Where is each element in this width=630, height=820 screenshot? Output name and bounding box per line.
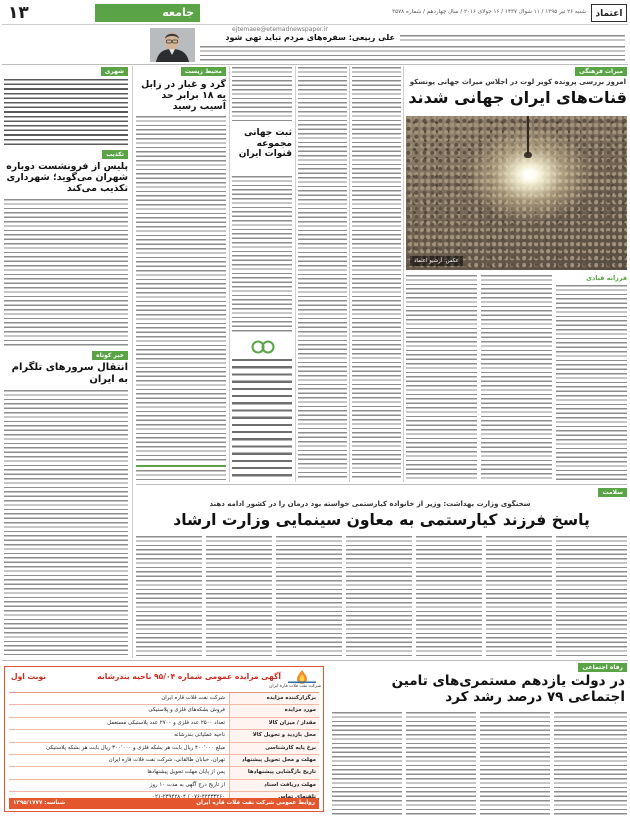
left-column-label: شهری	[101, 67, 128, 76]
article-text	[4, 390, 128, 655]
article-text	[136, 470, 226, 480]
auction-advertisement	[4, 666, 324, 812]
article-text	[346, 536, 412, 656]
ad-row-value: فروش بشکه‌های فلزی و پلاستیکی	[148, 707, 225, 714]
ad-company-caption: شرکت نفت فلات قاره ایران	[269, 684, 321, 689]
denial-label: تکذیب	[102, 150, 128, 159]
ad-public-relations: روابط عمومی شرکت نفت فلات قاره ایران	[196, 800, 315, 806]
ad-row-value: تهران، خیابان طالقانی، شرکت نفت فلات قاره ایران	[108, 756, 225, 763]
page-number: ۱۳	[8, 3, 29, 23]
ad-row-value: پس از پایان مهلت تحویل پیشنهادها	[147, 769, 225, 776]
heritage-label: میراث فرهنگی	[575, 67, 627, 76]
ad-row-value: ناحیه عملیاتی بندرشانه	[174, 732, 225, 739]
ad-row-label: مهلت دریافت اسناد	[229, 780, 319, 791]
article-text	[136, 116, 226, 461]
article-text	[4, 199, 128, 347]
ad-table-row	[9, 767, 319, 779]
ad-row-value: از تاریخ درج آگهی به مدت ۱۰ روز	[149, 781, 225, 788]
ad-title: آگهی مزایده عمومی شماره ۹۵/۰۴ ناحیه بندرشانه	[97, 672, 281, 681]
brief-label: خبر کوتاه	[92, 351, 128, 360]
article-text	[486, 536, 552, 656]
article-text	[298, 67, 347, 480]
health-label: سلامت	[598, 488, 627, 497]
ad-row-value: مبلغ ۴۰۰٬۰۰۰ ریال بابت هر بشکه فلزی و ۳۰۰٬۰۰۰ ریال بابت هر بشکه پلاستیکی	[46, 744, 225, 751]
section-divider	[136, 484, 627, 485]
ad-round: نوبت اول	[11, 672, 47, 681]
top-story-text	[200, 46, 625, 62]
ad-table-row	[9, 755, 319, 767]
environment-headline: گرد و غبار در زابل به ۱۸ برابر حد آسیب رسید	[141, 79, 226, 113]
section-email: ejtemaee@etemadnewspaper.ir	[232, 26, 328, 33]
ad-footer	[9, 798, 319, 809]
health-headline: پاسخ فرزند کیارستمی به معاون سینمایی وزارت ارشاد	[173, 511, 590, 529]
double-circle-icon	[250, 339, 276, 353]
ad-row-label: مقدار / میزان کالا	[229, 718, 319, 729]
portrait-image	[150, 28, 195, 62]
ad-table-row	[9, 693, 319, 705]
column-divider	[132, 66, 133, 658]
welfare-label: رفاه اجتماعی	[578, 663, 627, 672]
top-story-text	[400, 35, 625, 43]
photo-credit: عکس: آرشیو اعتماد	[410, 256, 463, 266]
section-divider	[2, 660, 628, 661]
ad-row-label: نرخ پایه کارشناسی	[229, 743, 319, 754]
quote-text	[232, 359, 292, 479]
article-text	[554, 712, 627, 815]
environment-label: محیط زیست	[181, 67, 226, 76]
ad-table	[9, 692, 319, 805]
lamp-cable	[527, 116, 529, 154]
article-text	[556, 536, 627, 656]
section-divider	[2, 64, 628, 65]
date-line: شنبه ۲۶ تیر ۱۳۹۵ / ۱۱ شوال ۱۴۳۷ / ۱۶ جولای ۲۰۱۶ / سال چهاردهم / شماره ۳۵۷۸	[392, 9, 586, 15]
article-text	[406, 712, 476, 815]
article-text	[206, 536, 272, 656]
article-text	[352, 67, 401, 480]
qanat-photo	[406, 116, 627, 270]
ad-license-id: شناسه: ۱۳۹۵/۱۷۷۷	[13, 800, 66, 806]
ad-table-row	[9, 730, 319, 742]
ad-row-value: شرکت نفت فلات قاره ایران	[161, 695, 225, 701]
article-text	[332, 712, 402, 815]
welfare-headline: در دولت یازدهم مستمری‌های تامین اجتماعی ۷۹ درصد رشد کرد	[391, 673, 625, 705]
section-title-bar: جامعه	[95, 4, 200, 22]
column-divider	[403, 66, 404, 482]
header-divider	[2, 24, 628, 25]
article-text	[406, 275, 477, 480]
article-text	[232, 176, 292, 334]
brief-headline: انتقال سرورهای تلگرام به ایران	[11, 362, 128, 385]
ad-table-row	[9, 743, 319, 755]
article-text	[232, 67, 292, 124]
ad-row-label: محل بازدید و تحویل کالا	[229, 730, 319, 741]
ad-row-value: تعداد ۲۵۰۰ عدد فلزی و ۲۷۰۰ عدد پلاستیکی مستعمل	[107, 719, 225, 726]
oil-company-logo-icon	[285, 669, 319, 684]
ad-row-label: مهلت و محل تحویل پیشنهاد	[229, 755, 319, 766]
column-divider	[295, 66, 296, 482]
article-text	[556, 285, 627, 480]
byline: فرزانه قبادی	[586, 274, 627, 282]
article-text	[4, 79, 128, 147]
qanat-kicker: امروز بررسی پرونده کویر لوت در اجلاس میراث جهانی یونسکو	[409, 78, 626, 86]
article-text	[276, 536, 342, 656]
column-divider	[349, 66, 350, 482]
article-text	[481, 275, 552, 480]
ad-table-row	[9, 718, 319, 730]
ad-row-label: برگزارکننده مزایده	[229, 693, 319, 704]
article-text	[136, 536, 202, 656]
denial-headline: پلیس از فرونشست دوباره شهران می‌گوید؛ شهرداری تکذیب می‌کند	[6, 161, 128, 195]
highlight-line	[136, 465, 226, 467]
article-text	[480, 712, 550, 815]
health-kicker: سخنگوی وزارت بهداشت: وزیر از خانواده کیارستمی خواسته بود درمان را در کشور ادامه دهند	[209, 500, 531, 508]
sidebar-headline: ثبت جهانی مجموعه قنوات ایران	[238, 128, 292, 160]
ad-table-row	[9, 780, 319, 792]
column-divider	[229, 66, 230, 482]
top-story-photo	[150, 28, 195, 62]
qanat-headline: قنات‌های ایران جهانی شدند	[408, 89, 627, 107]
ad-row-label: تاریخ بازگشایی پیشنهادها	[229, 767, 319, 778]
ad-row-label: مورد مزایده	[229, 705, 319, 716]
ad-table-row	[9, 705, 319, 717]
top-story-headline: علی ربیعی: سفره‌های مردم نباید تهی شود	[225, 33, 395, 42]
article-text	[416, 536, 482, 656]
newspaper-logo: اعتماد	[591, 4, 627, 22]
